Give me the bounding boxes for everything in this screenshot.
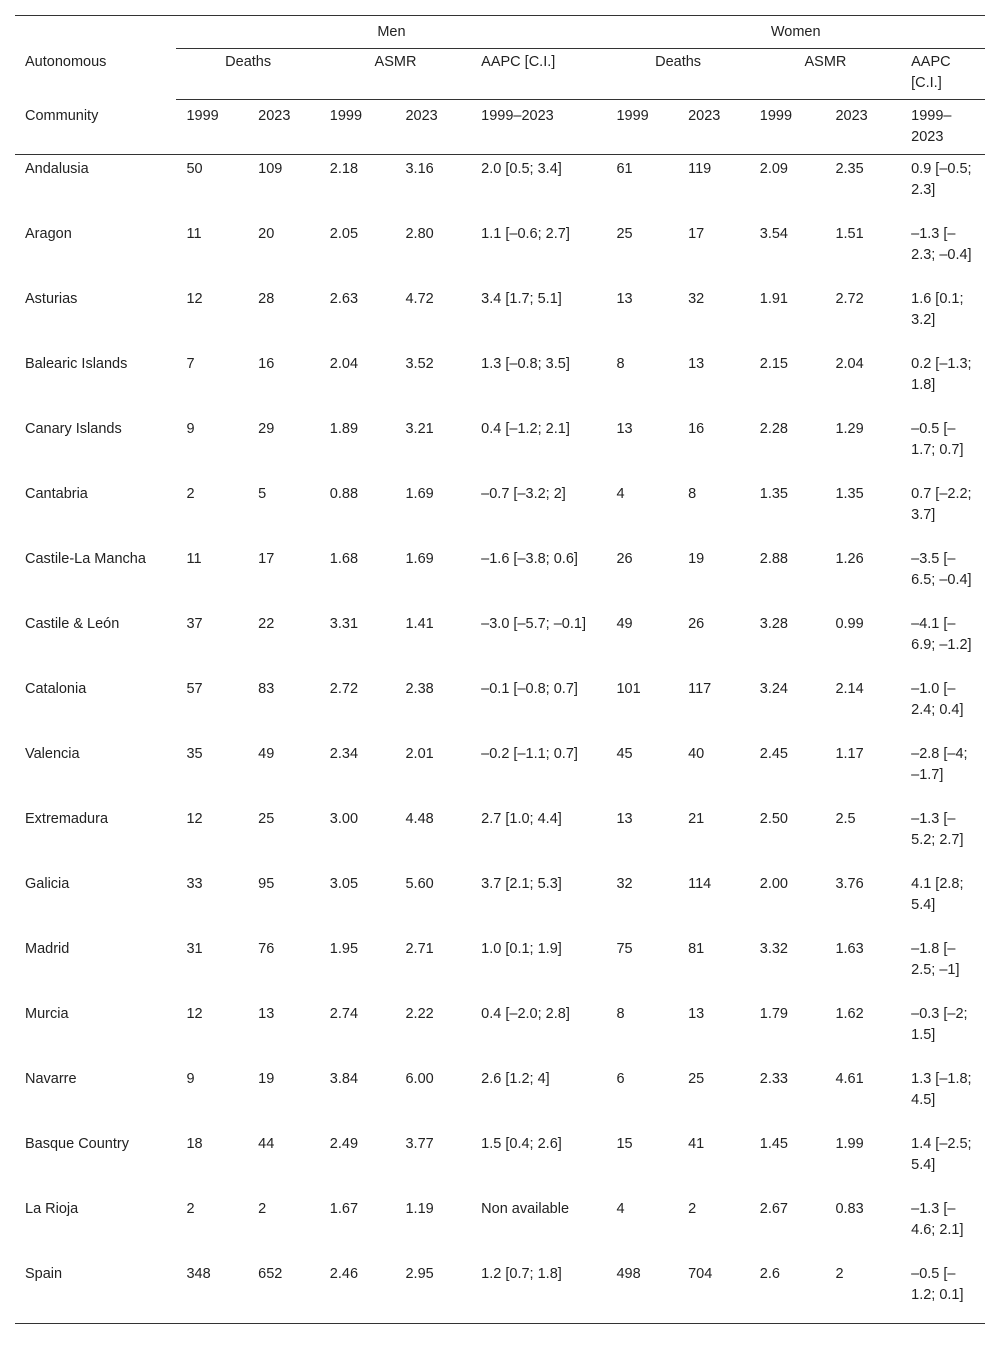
cell-men-aapc: –3.0 [–5.7; –0.1] xyxy=(481,616,586,632)
table-row xyxy=(15,1130,985,1195)
cell-men-deaths-1999: 2 xyxy=(186,486,195,502)
cell-men-aapc: –0.2 [–1.1; 0.7] xyxy=(481,746,578,762)
cell-men-deaths-1999: 37 xyxy=(186,616,203,632)
cell-men-deaths-2023: 2 xyxy=(258,1201,267,1217)
cell-women-aapc: –1.8 [–2.5; –1] xyxy=(911,941,960,978)
cell-men-aapc: 2.6 [1.2; 4] xyxy=(481,1071,550,1087)
cell-men-aapc: –1.6 [–3.8; 0.6] xyxy=(481,551,578,567)
cell-women-asmr-1999: 1.45 xyxy=(759,1136,788,1152)
cell-community: Andalusia xyxy=(25,161,89,177)
cell-men-deaths-1999: 31 xyxy=(186,941,203,957)
cell-men-aapc: 1.0 [0.1; 1.9] xyxy=(481,941,562,957)
cell-community: Catalonia xyxy=(25,681,87,697)
cell-women-deaths-1999: 26 xyxy=(616,551,633,567)
cell-women-asmr-2023: 2.5 xyxy=(835,811,856,827)
cell-men-asmr-1999: 2.46 xyxy=(320,1260,396,1324)
header-men-aapc: AAPC [C.I.] xyxy=(471,49,606,100)
cell-community: Balearic Islands xyxy=(25,356,128,372)
cell-women-asmr-2023: 1.63 xyxy=(835,941,864,957)
cell-men-deaths-2023: 49 xyxy=(258,746,275,762)
cell-men-asmr-2023: 1.19 xyxy=(405,1201,434,1217)
cell-men-aapc: 1.2 [0.7; 1.8] xyxy=(471,1260,606,1324)
cell-women-asmr-1999: 2.45 xyxy=(759,746,788,762)
cell-men-deaths-2023: 95 xyxy=(258,876,275,892)
cell-women-deaths-1999: 8 xyxy=(616,356,625,372)
cell-women-asmr-2023: 3.76 xyxy=(835,876,864,892)
cell-women-aapc: –0.5 [–1.2; 0.1] xyxy=(901,1260,985,1324)
header-women-deaths-1999: 1999 xyxy=(606,100,678,155)
table-row xyxy=(15,480,985,545)
header-men-deaths-1999: 1999 xyxy=(176,100,248,155)
table-body xyxy=(15,155,985,1324)
cell-men-deaths-1999: 11 xyxy=(186,226,202,242)
table-row xyxy=(15,675,985,740)
table-row xyxy=(15,220,985,285)
cell-men-deaths-1999: 12 xyxy=(186,811,203,827)
cell-community: Navarre xyxy=(25,1071,77,1087)
cell-men-asmr-1999: 2.63 xyxy=(329,291,359,307)
cell-women-asmr-2023: 2.14 xyxy=(835,681,864,697)
cell-community: Murcia xyxy=(25,1006,69,1022)
cell-men-deaths-1999: 18 xyxy=(186,1136,203,1152)
cell-men-aapc: 3.7 [2.1; 5.3] xyxy=(481,876,562,892)
cell-women-deaths-1999: 13 xyxy=(616,291,633,307)
cell-men-asmr-1999: 2.05 xyxy=(329,226,359,242)
cell-women-asmr-1999: 2.15 xyxy=(759,356,788,372)
cell-men-asmr-2023: 6.00 xyxy=(405,1071,434,1087)
cell-men-aapc: 3.4 [1.7; 5.1] xyxy=(481,291,562,307)
cell-men-aapc: 0.4 [–2.0; 2.8] xyxy=(481,1006,570,1022)
cell-men-deaths-1999: 9 xyxy=(186,421,195,437)
cell-men-deaths-1999: 33 xyxy=(186,876,203,892)
cell-men-deaths-2023: 13 xyxy=(258,1006,275,1022)
cell-men-deaths-1999: 348 xyxy=(176,1260,248,1324)
cell-men-deaths-1999: 7 xyxy=(186,356,195,372)
table-row xyxy=(15,610,985,675)
header-women-asmr-1999: 1999 xyxy=(750,100,826,155)
header-men-deaths-2023: 2023 xyxy=(248,100,320,155)
cell-women-deaths-2023: 25 xyxy=(688,1071,705,1087)
cell-women-asmr-2023: 1.17 xyxy=(835,746,864,762)
cell-women-deaths-2023: 2 xyxy=(688,1201,697,1217)
cell-men-asmr-2023: 3.52 xyxy=(405,356,434,372)
cell-women-asmr-1999: 2.09 xyxy=(759,161,788,177)
cell-men-asmr-1999: 0.88 xyxy=(329,486,359,502)
cell-men-aapc: 1.5 [0.4; 2.6] xyxy=(481,1136,562,1152)
cell-women-deaths-1999: 15 xyxy=(616,1136,633,1152)
cell-women-aapc: –0.5 [–1.7; 0.7] xyxy=(911,421,964,458)
cell-men-deaths-2023: 16 xyxy=(258,356,275,372)
cell-women-asmr-1999: 1.79 xyxy=(759,1006,788,1022)
cell-women-aapc: 0.7 [–2.2; 3.7] xyxy=(911,486,972,523)
cell-women-asmr-2023: 2.04 xyxy=(835,356,864,372)
cell-women-asmr-1999: 2.33 xyxy=(759,1071,788,1087)
cell-women-deaths-2023: 13 xyxy=(688,1006,705,1022)
table-row xyxy=(15,1195,985,1260)
cell-women-deaths-2023: 40 xyxy=(688,746,705,762)
cell-men-deaths-1999: 50 xyxy=(186,161,203,177)
cell-women-deaths-1999: 45 xyxy=(616,746,633,762)
cell-community: Galicia xyxy=(25,876,70,892)
table-row xyxy=(15,155,985,221)
cell-men-deaths-1999: 57 xyxy=(186,681,203,697)
cell-community: Castile-La Mancha xyxy=(25,551,146,567)
table-row xyxy=(15,350,985,415)
cell-women-deaths-2023: 41 xyxy=(688,1136,705,1152)
cell-men-deaths-2023: 20 xyxy=(258,226,275,242)
cell-men-asmr-2023: 1.69 xyxy=(405,486,434,502)
header-men-asmr-2023: 2023 xyxy=(395,100,471,155)
cell-women-deaths-1999: 498 xyxy=(606,1260,678,1324)
cell-men-asmr-2023: 2.95 xyxy=(395,1260,471,1324)
cell-men-deaths-1999: 2 xyxy=(186,1201,195,1217)
cell-women-deaths-2023: 26 xyxy=(688,616,705,632)
cell-men-asmr-1999: 2.04 xyxy=(329,356,359,372)
cell-women-deaths-2023: 16 xyxy=(688,421,705,437)
cell-women-deaths-1999: 8 xyxy=(616,1006,625,1022)
cell-men-deaths-2023: 652 xyxy=(248,1260,320,1324)
cell-women-asmr-2023: 2 xyxy=(825,1260,901,1324)
cell-men-deaths-1999: 9 xyxy=(186,1071,195,1087)
cell-men-asmr-2023: 3.16 xyxy=(405,161,434,177)
cell-men-deaths-1999: 11 xyxy=(186,551,202,567)
header-men-deaths: Deaths xyxy=(176,49,319,100)
cell-community: Extremadura xyxy=(25,811,109,827)
header-women-deaths: Deaths xyxy=(606,49,749,100)
cell-men-deaths-2023: 17 xyxy=(258,551,275,567)
cell-men-asmr-1999: 2.49 xyxy=(329,1136,359,1152)
cell-women-asmr-1999: 2.67 xyxy=(759,1201,788,1217)
cell-women-deaths-2023: 114 xyxy=(688,876,712,892)
cell-women-deaths-1999: 25 xyxy=(616,226,633,242)
cell-women-deaths-2023: 8 xyxy=(688,486,697,502)
header-men: Men xyxy=(176,16,606,49)
cell-women-deaths-2023: 17 xyxy=(688,226,705,242)
mortality-table xyxy=(15,15,985,1324)
table-row xyxy=(15,545,985,610)
header-blank-cell xyxy=(15,16,176,49)
cell-community: Cantabria xyxy=(25,486,88,502)
cell-women-asmr-1999: 2.00 xyxy=(759,876,788,892)
cell-women-deaths-1999: 4 xyxy=(616,1201,625,1217)
cell-men-deaths-2023: 28 xyxy=(258,291,275,307)
cell-women-deaths-2023: 704 xyxy=(678,1260,750,1324)
cell-men-deaths-2023: 19 xyxy=(258,1071,275,1087)
cell-community: Canary Islands xyxy=(25,421,122,437)
cell-men-deaths-2023: 44 xyxy=(258,1136,275,1152)
cell-women-aapc: –1.3 [–4.6; 2.1] xyxy=(911,1201,964,1238)
cell-women-asmr-1999: 3.28 xyxy=(759,616,788,632)
cell-men-deaths-1999: 12 xyxy=(186,1006,203,1022)
cell-men-deaths-2023: 22 xyxy=(258,616,275,632)
cell-women-deaths-1999: 61 xyxy=(616,161,633,177)
header-men-aapc-period: 1999–2023 xyxy=(471,100,606,155)
cell-men-asmr-2023: 2.71 xyxy=(405,941,434,957)
cell-women-deaths-1999: 13 xyxy=(616,811,633,827)
cell-men-aapc: 2.7 [1.0; 4.4] xyxy=(481,811,562,827)
header-women-deaths-2023: 2023 xyxy=(678,100,750,155)
header-community: Community xyxy=(15,100,176,155)
cell-men-deaths-1999: 12 xyxy=(186,291,203,307)
cell-men-asmr-2023: 2.80 xyxy=(405,226,434,242)
cell-men-deaths-2023: 76 xyxy=(258,941,275,957)
cell-women-asmr-2023: 1.35 xyxy=(835,486,864,502)
table-row xyxy=(15,1000,985,1065)
cell-women-asmr-1999: 3.54 xyxy=(759,226,788,242)
table-row xyxy=(15,740,985,805)
cell-men-asmr-2023: 5.60 xyxy=(405,876,434,892)
cell-men-asmr-1999: 2.18 xyxy=(329,161,359,177)
cell-women-asmr-2023: 0.99 xyxy=(835,616,864,632)
cell-men-asmr-2023: 2.38 xyxy=(405,681,434,697)
table-header xyxy=(15,16,985,155)
cell-community: Aragon xyxy=(25,226,72,242)
cell-women-deaths-2023: 32 xyxy=(688,291,705,307)
cell-women-deaths-2023: 119 xyxy=(688,161,712,177)
table-row xyxy=(15,870,985,935)
cell-men-asmr-1999: 3.84 xyxy=(329,1071,359,1087)
cell-women-aapc: 1.3 [–1.8; 4.5] xyxy=(911,1071,972,1108)
cell-women-aapc: –3.5 [–6.5; –0.4] xyxy=(911,551,972,588)
cell-men-asmr-1999: 3.05 xyxy=(329,876,359,892)
cell-women-deaths-1999: 101 xyxy=(616,681,641,697)
cell-men-asmr-1999: 2.72 xyxy=(329,681,359,697)
cell-men-asmr-2023: 2.01 xyxy=(405,746,434,762)
cell-women-aapc: 1.4 [–2.5; 5.4] xyxy=(911,1136,972,1173)
cell-men-asmr-1999: 1.68 xyxy=(329,551,359,567)
header-row-groups xyxy=(15,16,985,49)
cell-women-aapc: 0.9 [–0.5; 2.3] xyxy=(911,161,972,198)
cell-men-asmr-2023: 4.72 xyxy=(405,291,434,307)
cell-women-asmr-2023: 2.35 xyxy=(835,161,864,177)
cell-women-deaths-1999: 13 xyxy=(616,421,633,437)
table-row xyxy=(15,415,985,480)
cell-women-asmr-1999: 3.32 xyxy=(759,941,788,957)
cell-women-deaths-2023: 81 xyxy=(688,941,705,957)
cell-women-deaths-2023: 13 xyxy=(688,356,705,372)
cell-women-aapc: –1.3 [–5.2; 2.7] xyxy=(911,811,964,848)
cell-women-deaths-2023: 21 xyxy=(688,811,705,827)
cell-women-aapc: –0.3 [–2; 1.5] xyxy=(911,1006,968,1043)
cell-community: Basque Country xyxy=(25,1136,129,1152)
table-row xyxy=(15,935,985,1000)
cell-men-asmr-2023: 4.48 xyxy=(405,811,434,827)
cell-women-asmr-2023: 2.72 xyxy=(835,291,864,307)
cell-men-asmr-1999: 1.95 xyxy=(329,941,359,957)
cell-men-asmr-1999: 2.34 xyxy=(329,746,359,762)
cell-men-asmr-1999: 1.67 xyxy=(329,1201,359,1217)
cell-women-deaths-1999: 6 xyxy=(616,1071,625,1087)
cell-women-asmr-2023: 1.99 xyxy=(835,1136,864,1152)
header-women: Women xyxy=(606,16,985,49)
cell-community: Madrid xyxy=(25,941,70,957)
header-women-aapc-period: 1999–2023 xyxy=(901,100,985,155)
cell-women-aapc: –2.8 [–4; –1.7] xyxy=(911,746,968,783)
cell-men-asmr-1999: 3.31 xyxy=(329,616,359,632)
cell-community: Castile & León xyxy=(25,616,120,632)
cell-men-aapc: 1.1 [–0.6; 2.7] xyxy=(481,226,570,242)
cell-men-deaths-2023: 83 xyxy=(258,681,275,697)
cell-women-deaths-1999: 32 xyxy=(616,876,633,892)
cell-women-deaths-1999: 75 xyxy=(616,941,633,957)
cell-women-asmr-1999: 2.28 xyxy=(759,421,788,437)
header-men-asmr-1999: 1999 xyxy=(320,100,396,155)
table-row xyxy=(15,285,985,350)
header-row-measures xyxy=(15,49,985,100)
cell-women-asmr-2023: 1.29 xyxy=(835,421,864,437)
cell-women-aapc: 4.1 [2.8; 5.4] xyxy=(911,876,964,913)
cell-men-aapc: 1.3 [–0.8; 3.5] xyxy=(481,356,570,372)
header-autonomous: Autonomous xyxy=(25,53,107,70)
cell-men-asmr-2023: 1.41 xyxy=(405,616,434,632)
cell-women-asmr-2023: 1.26 xyxy=(835,551,864,567)
cell-women-asmr-2023: 1.51 xyxy=(835,226,864,242)
cell-community: Asturias xyxy=(25,291,78,307)
cell-women-deaths-2023: 19 xyxy=(688,551,705,567)
cell-men-asmr-2023: 2.22 xyxy=(405,1006,434,1022)
cell-community: Spain xyxy=(15,1260,176,1324)
cell-women-deaths-1999: 4 xyxy=(616,486,625,502)
table-row xyxy=(15,1065,985,1130)
cell-women-asmr-1999: 2.88 xyxy=(759,551,788,567)
header-women-aapc: AAPC [C.I.] xyxy=(901,49,985,100)
cell-community: Valencia xyxy=(25,746,80,762)
cell-men-deaths-2023: 25 xyxy=(258,811,275,827)
cell-men-deaths-2023: 109 xyxy=(258,161,283,177)
cell-women-deaths-2023: 117 xyxy=(688,681,712,697)
cell-men-aapc: Non available xyxy=(481,1201,570,1217)
cell-women-aapc: 0.2 [–1.3; 1.8] xyxy=(911,356,972,393)
cell-women-asmr-1999: 2.6 xyxy=(750,1260,826,1324)
cell-men-aapc: 2.0 [0.5; 3.4] xyxy=(481,161,562,177)
cell-community: La Rioja xyxy=(25,1201,79,1217)
cell-men-asmr-1999: 3.00 xyxy=(329,811,359,827)
cell-women-aapc: –1.0 [–2.4; 0.4] xyxy=(911,681,964,718)
cell-women-asmr-1999: 2.50 xyxy=(759,811,788,827)
cell-men-asmr-2023: 1.69 xyxy=(405,551,434,567)
header-women-asmr: ASMR xyxy=(750,49,901,100)
cell-men-asmr-2023: 3.77 xyxy=(405,1136,434,1152)
cell-men-aapc: –0.1 [–0.8; 0.7] xyxy=(481,681,578,697)
cell-women-asmr-2023: 1.62 xyxy=(835,1006,864,1022)
cell-men-asmr-1999: 1.89 xyxy=(329,421,359,437)
header-women-asmr-2023: 2023 xyxy=(825,100,901,155)
cell-men-asmr-2023: 3.21 xyxy=(405,421,434,437)
cell-women-deaths-1999: 49 xyxy=(616,616,633,632)
cell-men-aapc: –0.7 [–3.2; 2] xyxy=(481,486,566,502)
cell-women-asmr-1999: 1.91 xyxy=(759,291,788,307)
header-men-asmr: ASMR xyxy=(320,49,471,100)
cell-women-aapc: –1.3 [–2.3; –0.4] xyxy=(911,226,972,263)
cell-men-deaths-2023: 29 xyxy=(258,421,275,437)
cell-women-asmr-1999: 3.24 xyxy=(759,681,788,697)
cell-men-deaths-2023: 5 xyxy=(258,486,267,502)
cell-women-asmr-2023: 4.61 xyxy=(835,1071,864,1087)
cell-women-asmr-2023: 0.83 xyxy=(835,1201,864,1217)
cell-men-deaths-1999: 35 xyxy=(186,746,203,762)
table-row xyxy=(15,1260,985,1324)
header-row-years xyxy=(15,100,985,155)
cell-women-aapc: 1.6 [0.1; 3.2] xyxy=(911,291,964,328)
cell-women-asmr-1999: 1.35 xyxy=(759,486,788,502)
cell-women-aapc: –4.1 [–6.9; –1.2] xyxy=(911,616,972,653)
table-row xyxy=(15,805,985,870)
cell-men-asmr-1999: 2.74 xyxy=(329,1006,359,1022)
cell-men-aapc: 0.4 [–1.2; 2.1] xyxy=(481,421,570,437)
